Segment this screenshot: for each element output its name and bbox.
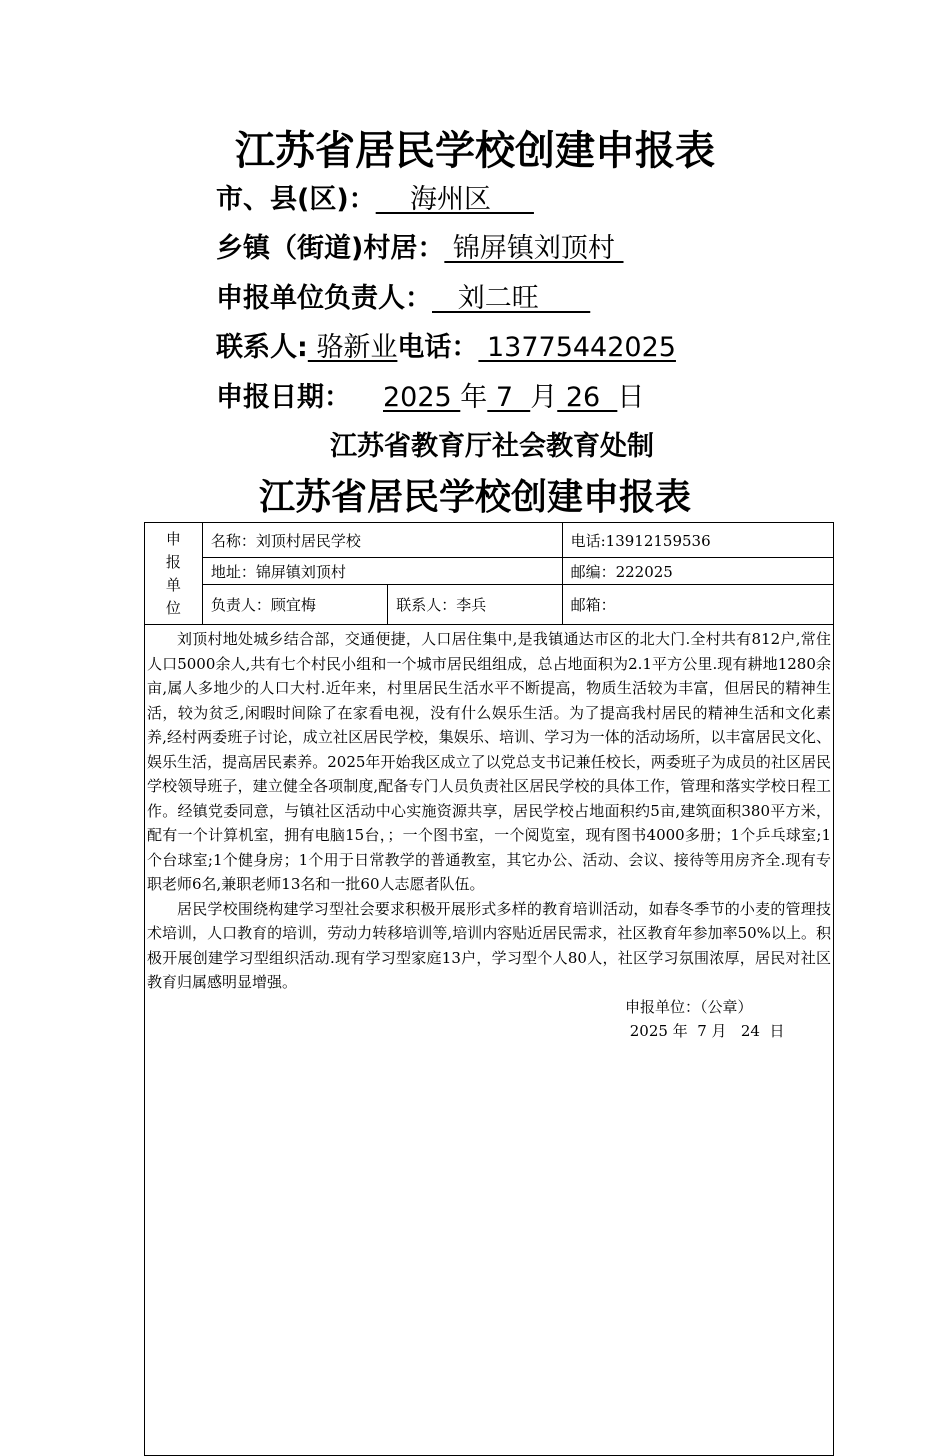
side-char: 申: [165, 529, 181, 548]
application-form: [144, 522, 834, 1456]
cover-title: 江苏省居民学校创建申报表: [235, 128, 715, 174]
sign-unit: 申报单位：（公章）: [625, 997, 753, 1016]
contact-label: 联系人:: [216, 332, 308, 363]
school-phone: 电话:13912159536: [562, 523, 833, 558]
description-paragraph-1: 刘顶村地处城乡结合部，交通便捷，人口居住集中,是我镇通达市区的北大门.全村共有812户,常住人口5000余人,共有七个村民小组和一个城市居民组组成，总占地面积为2.1平方公里.现有耕地1280余亩,属人多地少的人口大村.近年来，村里居民生活水平不断提高，物质生活较为丰富，但居民的精神生活，较为贫乏,闲暇时间除了在家看电视，没有什么娱乐生活。为了提高我村居民的精神生活和文化素养,经村两委班子讨论，成立社区居民学校，集娱乐、培训、学习为一体的活动场所，以丰富居民文化、娱乐生活，提高居民素养。2025年开始我区成立了以党总支书记兼任校长，两委班子为成员的社区居民学校领导班子，建立健全各项制度,配备专门人员负责社区居民学校的具体工作，管理和落实学校日程工作。经镇党委同意，与镇社区活动中心实施资源共享，居民学校占地面积约5亩,建筑面积380平方米，配有一个计算机室，拥有电脑15台，；一个图书室，一个阅览室，现有图书4000多册；1个乒乓球室;1个台球室;1个健身房；1个用于日常教学的普通教室，其它办公、活动、会议、接待等用房齐全.现有专职老师6名,兼职老师13名和一批60人志愿者队伍。: [147, 630, 831, 893]
date-month-unit: 月: [530, 382, 558, 413]
school-postcode: 邮编：222025: [562, 558, 833, 585]
school-name: 名称：刘顶村居民学校: [202, 523, 562, 558]
date-year: 2025: [383, 382, 461, 413]
date-year-unit: 年: [460, 382, 488, 413]
leader-row: [216, 279, 590, 319]
side-char: 报: [165, 552, 181, 571]
contact-row: [216, 328, 676, 368]
school-address: 地址：锦屏镇刘顶村: [202, 558, 562, 585]
side-char: 单: [165, 575, 181, 594]
applicant-unit-label: [145, 523, 203, 625]
date-row: [216, 378, 644, 418]
city-row: [216, 180, 534, 220]
town-row: [216, 229, 624, 269]
form-title: 江苏省居民学校创建申报表: [258, 477, 691, 518]
city-value: 海州区: [375, 184, 534, 215]
phone-label: 电话：: [397, 332, 479, 363]
description-paragraph-2: 居民学校围绕构建学习型社会要求积极开展形式多样的教育培训活动，如春冬季节的小麦的管理技术培训，人口教育的培训，劳动力转移培训等,培训内容贴近居民需求，社区教育年参加率50%以上。积极开展创建学习型组织活动.现有学习型家庭13户，学习型个人80人，社区学习氛围浓厚，居民对社区教育归属感明显增强。: [147, 899, 831, 991]
city-label: 市、县(区)：: [216, 184, 376, 215]
leader-value: 刘二旺: [432, 283, 591, 314]
town-label: 乡镇（街道)村居：: [216, 233, 445, 264]
issuer: 江苏省教育厅社会教育处制: [330, 431, 654, 462]
school-leader: 负责人：顾宜梅: [202, 585, 387, 625]
date-month: 7: [487, 382, 531, 413]
date-day: 26: [557, 382, 618, 413]
phone-value: 13775442025: [478, 332, 676, 363]
date-day-unit: 日: [617, 382, 645, 413]
leader-label: 申报单位负责人：: [216, 283, 432, 314]
sign-date: 2025 年 7 月 24 日: [625, 1022, 785, 1040]
school-contact: 联系人：李兵: [388, 585, 562, 625]
school-email: 邮箱：: [562, 585, 833, 625]
date-label: 申报日期：: [216, 382, 351, 413]
description-cell: [145, 625, 834, 1456]
town-value: 锦屏镇刘顶村: [444, 233, 624, 264]
side-char: 位: [165, 598, 181, 617]
contact-value: 骆新业: [307, 332, 398, 363]
